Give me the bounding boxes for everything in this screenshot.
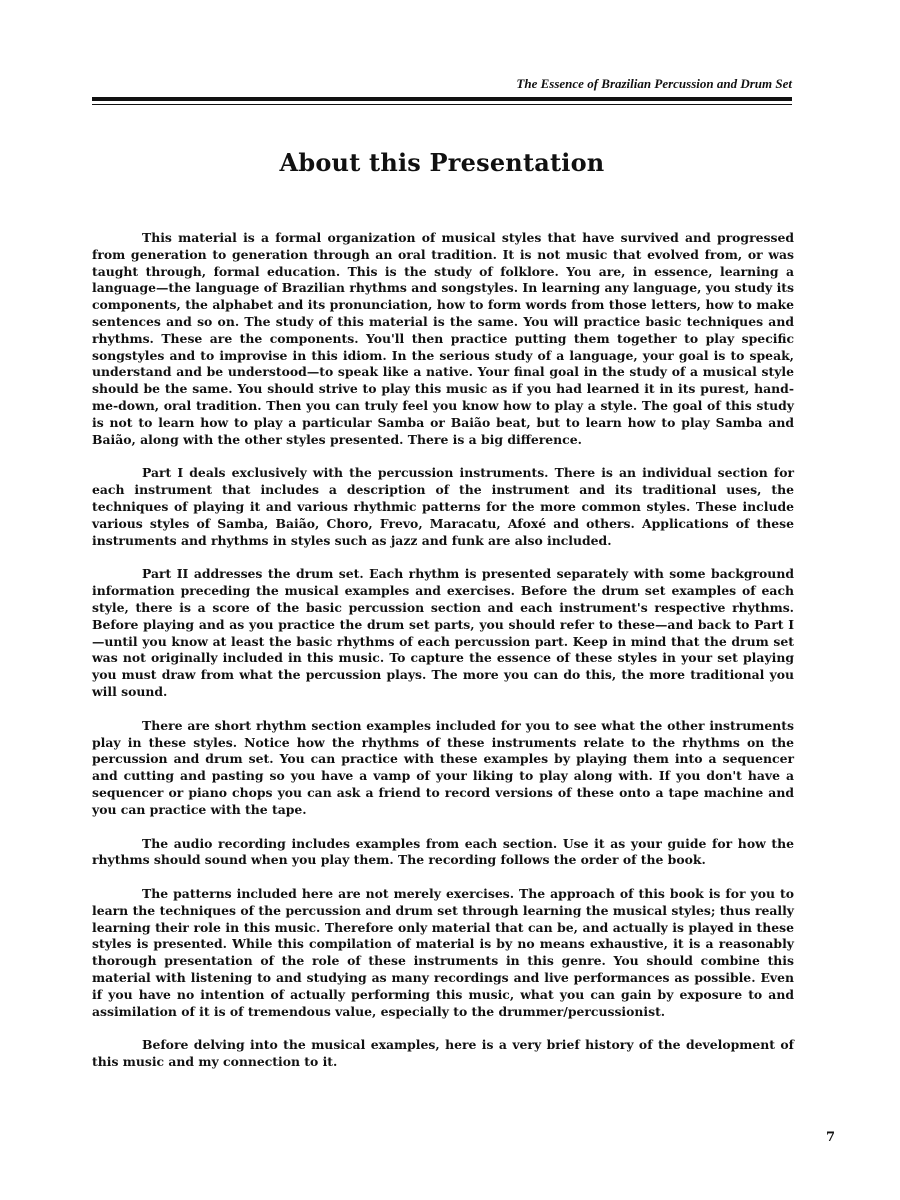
paragraph: Before delving into the musical examples, here is a very brief history of the development of this music and my connection to it. xyxy=(92,1037,794,1070)
running-head: The Essence of Brazilian Percussion and Drum Set xyxy=(516,76,792,91)
paragraph: The audio recording includes examples from each section. Use it as your guide for how the rhythms should sound when you play them. The recording follows the order of the book. xyxy=(92,835,794,868)
body-text xyxy=(92,230,794,1088)
paragraph: There are short rhythm section examples included for you to see what the other instruments play in these styles. Notice how the rhythms of these instruments relate to the rhythms on the percussion and drum set. You can practice with these examples by playing them into a sequencer and cutting and pasting so you have a vamp of your liking to play along with. If you don't have a sequencer or piano chops you can ask a friend to record versions of these onto a tape machine and you can practice with the tape. xyxy=(92,717,794,817)
paragraph: This material is a formal organization of musical styles that have survived and progressed from generation to generation through an oral tradition. It is not music that evolved from, or was taught through, formal education. This is the study of folklore. You are, in essence, learning a language—the language of Brazilian rhythms and songstyles. In learning any language, you study its components, the alphabet and its pronunciation, how to form words from those letters, how to make sentences and so on. The study of this material is the same. You will practice basic techniques and rhythms. These are the components. You'll then practice putting them together to play specific songstyles and to improvise in this idiom. In the serious study of a language, your goal is to speak, understand and be understood—to speak like a native. Your final goal in the study of a musical style should be the same. You should strive to play this music as if you had learned it in its purest, hand-me-down, oral tradition. Then you can truly feel you know how to play a style. The goal of this study is not to learn how to play a particular Samba or Baião beat, but to learn how to play Samba and Baião, along with the other styles presented. There is a big difference. xyxy=(92,230,794,447)
header-rule-thick xyxy=(92,97,792,101)
header-rule-thin xyxy=(92,104,792,105)
page-number: 7 xyxy=(826,1130,836,1145)
paragraph: Part II addresses the drum set. Each rhythm is presented separately with some background information preceding the musical examples and exercises. Before the drum set examples of each style, there is a score of the basic percussion section and each instrument's respective rhythms. Before playing and as you practice the drum set parts, you should refer to these—and back to Part I—until you know at least the basic rhythms of each percussion part. Keep in mind that the drum set was not originally included in this music. To capture the essence of these styles in your set playing you must draw from what the percussion plays. The more you can do this, the more traditional you will sound. xyxy=(92,566,794,699)
paragraph: The patterns included here are not merely exercises. The approach of this book is for you to learn the techniques of the percussion and drum set through learning the musical styles; thus really learning their role in this music. Therefore only material that can be, and actually is played in these styles is presented. While this compilation of material is by no means exhaustive, it is a reasonably thorough presentation of the role of these instruments in this genre. You should combine this material with listening to and studying as many recordings and live performances as possible. Even if you have no intention of actually performing this music, what you can gain by exposure to and assimilation of it is of tremendous value, especially to the drummer/percussionist. xyxy=(92,886,794,1019)
page-title: About this Presentation xyxy=(279,148,605,178)
paragraph: Part I deals exclusively with the percussion instruments. There is an individual section for each instrument that includes a description of the instrument and its traditional uses, the techniques of playing it and various rhythmic patterns for the more common styles. These include various styles of Samba, Baião, Choro, Frevo, Maracatu, Afoxé and others. Applications of these instruments and rhythms in styles such as jazz and funk are also included. xyxy=(92,465,794,548)
